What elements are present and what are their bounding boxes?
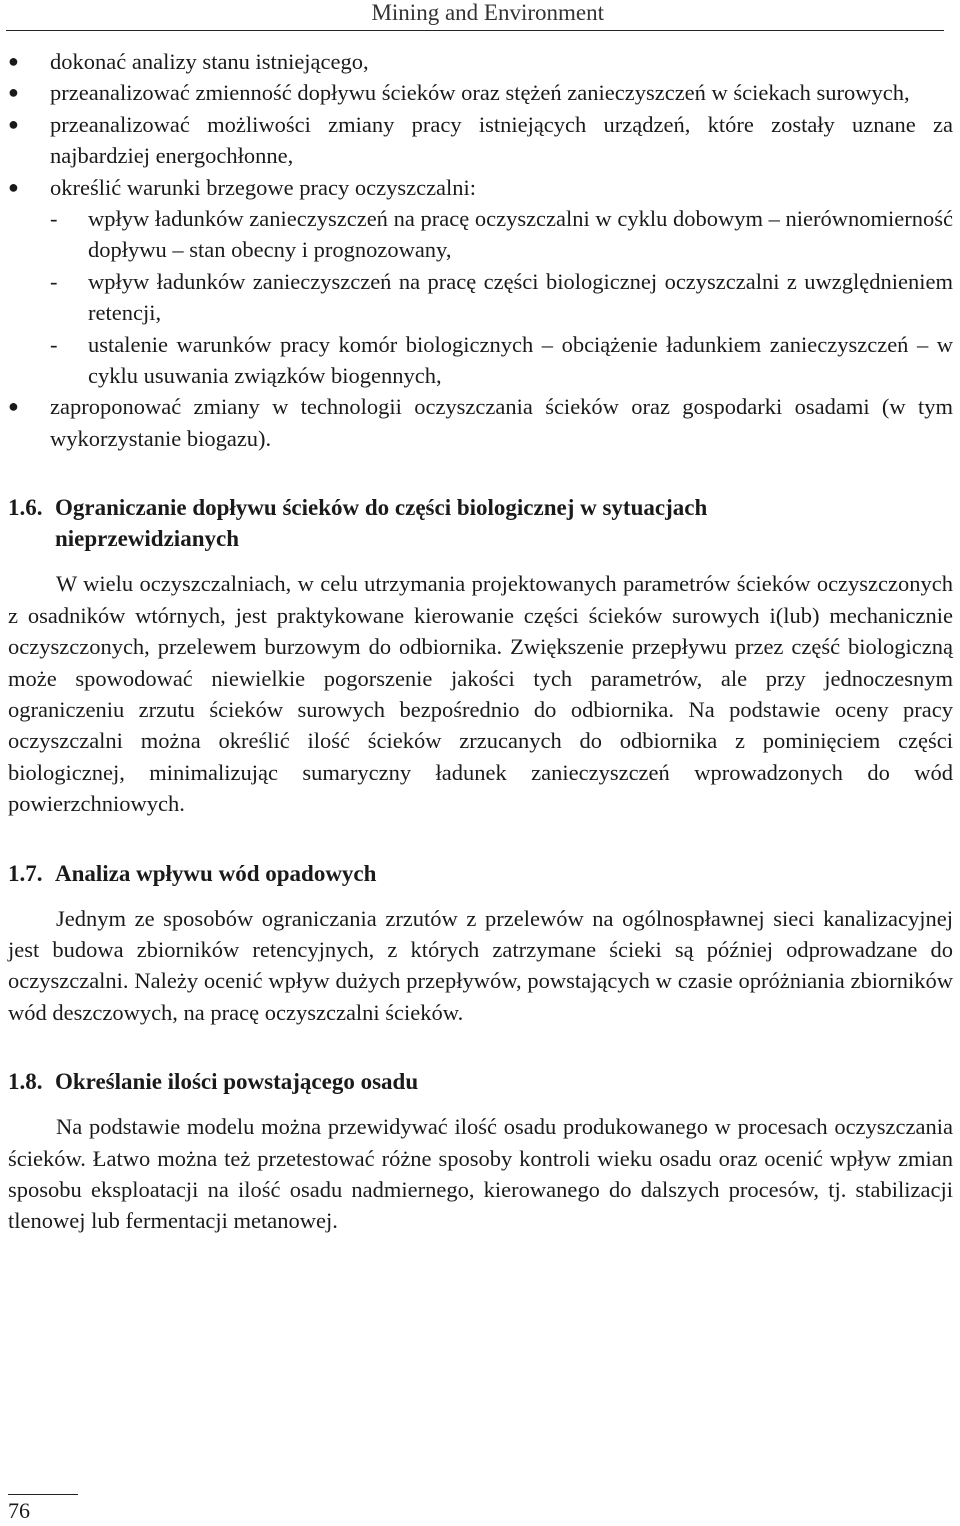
section-body-1-6: W wielu oczyszczalniach, w celu utrzymania projektowanych parametrów ścieków oczyszczonych z osadników wtórnych, jest praktykowane kierowanie części ścieków surowych i(lub) mechanicznie oczyszczonych, przelewem burzowym do odbiornika. Zwiększenie przepływu przez część biologiczną może spowodować niewielkie pogorszenie jakości tych parametrów, ale przy jednoczesnym ograniczeniu zrzutu ścieków surowych bezpośrednio do odbiornika. Na podstawie oceny pracy oczyszczalni można określić ilość ścieków zrzucanych do odbiornika z pominięciem części biologicznej, minimalizując sumaryczny ładunek zanieczyszczeń wprowadzonych do wód powierzchniowych. [8, 571, 953, 817]
dash-icon: - [50, 206, 58, 232]
list-item: ● zaproponować zmiany w technologii oczyszczania ścieków oraz gospodarki osadami (w tym wykorzystanie biogazu). [8, 391, 953, 454]
running-header [6, 0, 944, 31]
bullet-icon: ● [8, 113, 19, 134]
section-heading-1-8 [8, 1066, 953, 1097]
bullet-icon: ● [8, 51, 19, 71]
section-number: 1.7. [8, 860, 43, 886]
section-title-line2: nieprzewidzianych [55, 526, 239, 552]
footer-rule [8, 1494, 78, 1495]
list-item: ● przeanalizować zmienność dopływu ścieków oraz stężeń zanieczyszczeń w ściekach surowych, [8, 77, 953, 108]
section-heading-1-6 [8, 492, 953, 554]
bullet-icon: ● [8, 396, 19, 417]
section-body-1-8: Na podstawie modelu można przewidywać ilość osadu produkowanego w procesach oczyszczania ścieków. Łatwo można też przetestować różne sposoby kontroli wieku osadu oraz ocenić wpływ zmian sposobu eksploatacji na ilość osadu nadmiernego, kierowanego do dalszych procesów, tj. stabilizacji tlenowej lub fermentacji metanowej. [8, 1114, 953, 1234]
running-title: Mining and Environment [371, 0, 604, 25]
section-title: Określanie ilości powstającego osadu [55, 1069, 419, 1095]
dash-icon: - [50, 268, 58, 294]
page-number: 76 [8, 1498, 30, 1523]
bullet-icon: ● [8, 176, 19, 197]
bullet-list [8, 46, 953, 203]
sub-list-item: - wpływ ładunków zanieczyszczeń na pracę oczyszczalni w cyklu dobowym – nierównomierność dopływu – stan obecny i prognozowany, [8, 203, 953, 266]
dash-icon: - [50, 331, 58, 357]
section-heading-1-7 [8, 858, 953, 889]
section-number: 1.6. [8, 495, 43, 521]
list-item: ● określić warunki brzegowe pracy oczyszczalni: [8, 172, 953, 203]
bullet-icon: ● [8, 82, 19, 103]
sub-list-item: - wpływ ładunków zanieczyszczeń na pracę części biologicznej oczyszczalni z uwzględnieniem retencji, [8, 266, 953, 329]
section-title: Analiza wpływu wód opadowych [55, 860, 377, 886]
sub-list-item: - ustalenie warunków pracy komór biologicznych – obciążenie ładunkiem zanieczyszczeń – w cyklu usuwania związków biogennych, [8, 329, 953, 392]
section-title-line1: Ograniczanie dopływu ścieków do części biologicznej w sytuacjach [55, 495, 708, 521]
section-number: 1.8. [8, 1069, 43, 1095]
section-body-1-7: Jednym ze sposobów ograniczania zrzutów z przelewów na ogólnospławnej sieci kanalizacyjnej jest budowa zbiorników retencyjnych, z których zatrzymane ścieki są później odprowadzane do oczyszczalni. Należy ocenić wpływ dużych przepływów, powstających w czasie opróżniania zbiorników wód deszczowych, na pracę oczyszczalni ścieków. [8, 905, 953, 1025]
page-content [8, 46, 953, 1237]
bullet-list-end [8, 391, 953, 454]
list-item: ● przeanalizować możliwości zmiany pracy istniejących urządzeń, które zostały uznane za najbardziej energochłonne, [8, 109, 953, 172]
list-item: ● dokonać analizy stanu istniejącego, [8, 46, 953, 77]
sub-list [8, 203, 953, 391]
